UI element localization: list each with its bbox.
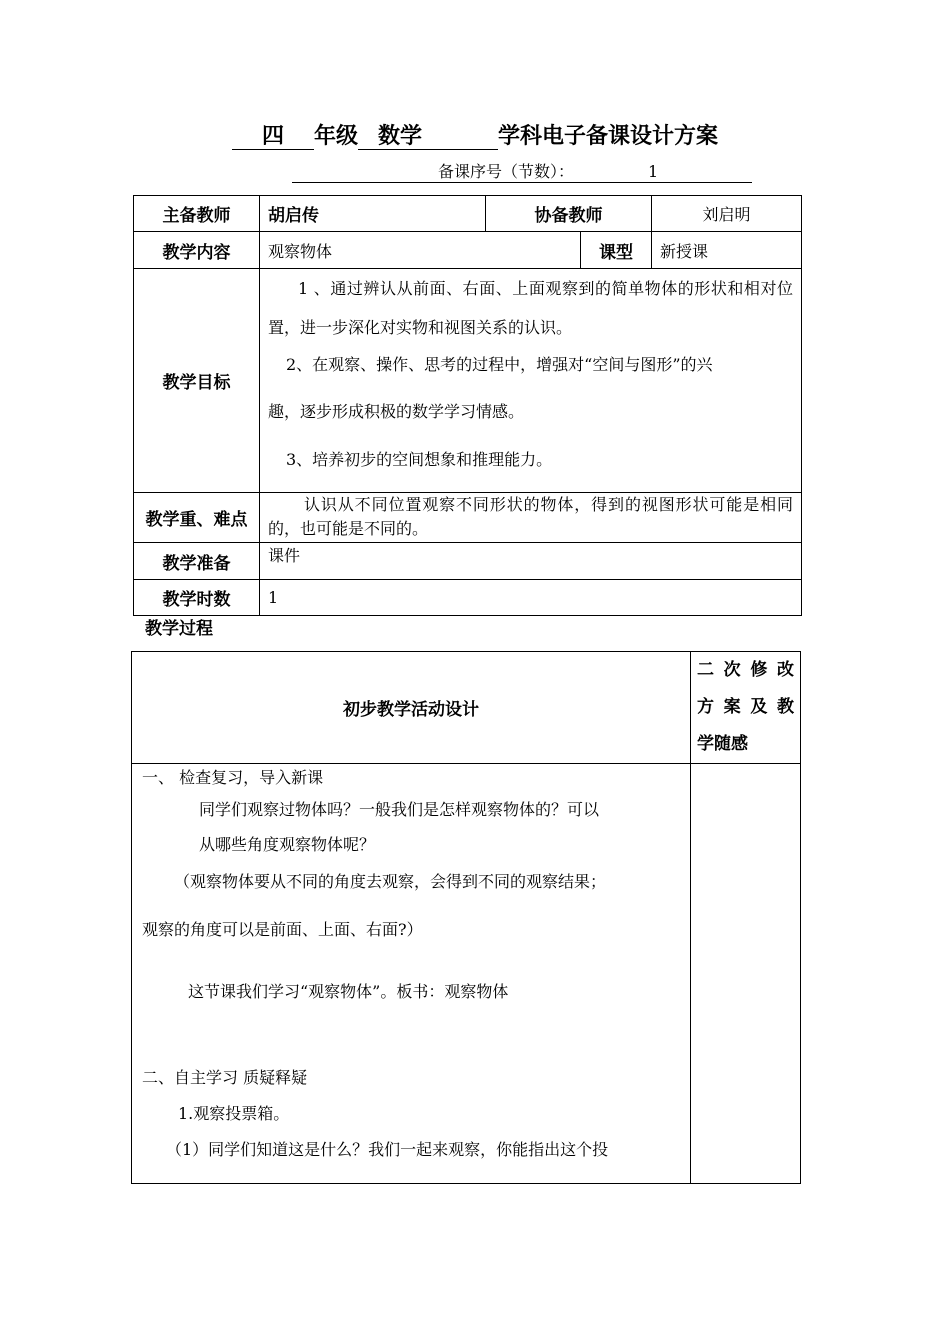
section-2-title: 二、自主学习 质疑释疑 (142, 1068, 308, 1087)
goal-1: 1 、通过辨认从前面、右面、上面观察到的简单物体的形状和相对位置，进一步深化对实物和视图关系的认识。 (268, 279, 793, 337)
row-goals (134, 269, 802, 493)
content-value: 观察物体 (260, 232, 581, 269)
process-label: 教学过程 (145, 619, 213, 639)
row-hours (134, 580, 802, 616)
revision-header-line-2: 方 案 及 教 (697, 697, 794, 717)
goal-3: 3、培养初步的空间想象和推理能力。 (286, 450, 553, 469)
lesson-number-label: 备课序号（节数）： (438, 162, 575, 181)
grade-suffix: 年级 (313, 124, 358, 149)
revision-body (691, 764, 801, 1184)
content-label: 教学内容 (134, 232, 260, 269)
goal-2b: 趣，逐步形成积极的数学学习情感。 (268, 402, 525, 421)
co-teacher-value: 刘启明 (652, 196, 802, 232)
section-2-p1: 1.观察投票箱。 (178, 1104, 290, 1123)
section-1-p2: 从哪些角度观察物体呢？ (199, 835, 376, 854)
revision-header (691, 652, 801, 764)
section-1-p3: （观察物体要从不同的角度去观察，会得到不同的观察结果； (174, 872, 607, 891)
goals-label: 教学目标 (134, 269, 260, 493)
revision-header-line-3: 学随感 (697, 734, 748, 754)
hours-label: 教学时数 (134, 580, 260, 616)
grade-value: 四 (261, 124, 284, 149)
subject-field (358, 125, 498, 150)
type-value: 新授课 (652, 232, 802, 269)
title-rest: 学科电子备课设计方案 (498, 124, 719, 149)
prep-label: 教学准备 (134, 543, 260, 580)
row-content (134, 232, 802, 269)
section-2-p2: （1）同学们知道这是什么？我们一起来观察，你能指出这个投 (166, 1140, 609, 1159)
row-key-points (134, 493, 802, 543)
section-1-p4: 观察的角度可以是前面、上面、右面?） (142, 920, 423, 939)
type-label: 课型 (581, 232, 652, 269)
key-label: 教学重、难点 (134, 493, 260, 543)
document-title (0, 122, 950, 152)
hours-value: 1 (260, 580, 802, 616)
process-body-row (132, 764, 801, 1184)
section-1-title: 一、 检查复习，导入新课 (142, 768, 324, 787)
subject-value: 数学 (378, 124, 423, 149)
process-table (131, 651, 801, 1184)
grade-field (232, 125, 314, 150)
goal-2a: 2、在观察、操作、思考的过程中，增强对“空间与图形”的兴 (286, 355, 713, 374)
design-body (132, 764, 691, 1184)
key-value: 认识从不同位置观察不同形状的物体，得到的视图形状可能是相同的，也可能是不同的。 (260, 493, 802, 543)
co-teacher-label: 协备教师 (486, 196, 652, 232)
process-header-row (132, 652, 801, 764)
row-preparation (134, 543, 802, 580)
info-table (133, 195, 802, 616)
lead-teacher-label: 主备教师 (134, 196, 260, 232)
lesson-number-line (292, 162, 752, 183)
lesson-number-value: 1 (648, 162, 659, 181)
goals-cell (260, 269, 802, 493)
section-1-p5: 这节课我们学习“观察物体”。板书：观察物体 (188, 982, 509, 1001)
design-header: 初步教学活动设计 (132, 652, 691, 764)
row-teachers (134, 196, 802, 232)
section-1-p1: 同学们观察过物体吗？一般我们是怎样观察物体的？可以 (199, 800, 600, 819)
prep-value: 课件 (260, 543, 802, 580)
lead-teacher-value: 胡启传 (260, 196, 486, 232)
revision-header-line-1: 二 次 修 改 (697, 660, 794, 680)
